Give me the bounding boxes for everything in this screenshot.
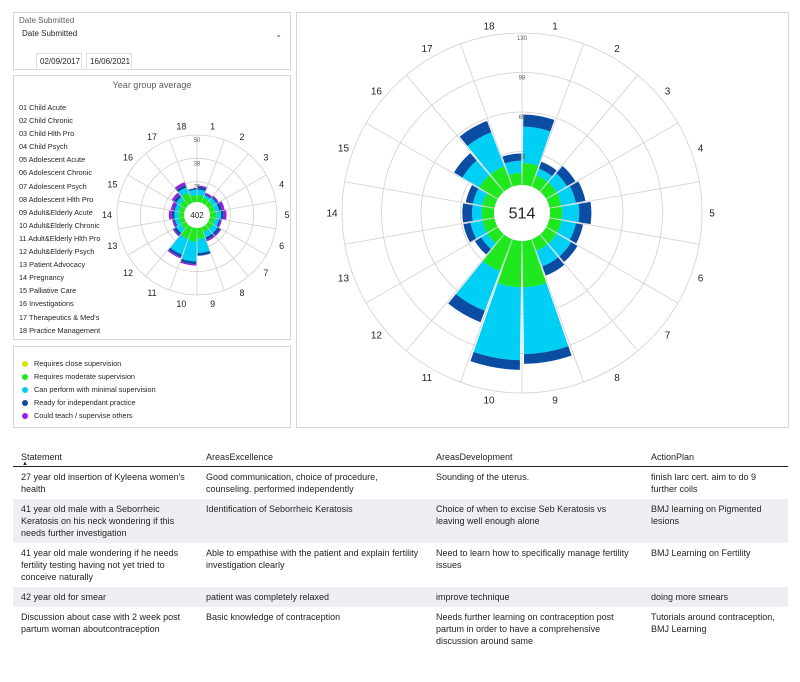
bar-segment-14-s2[interactable]	[472, 205, 482, 221]
area-item: 01 Child Acute	[19, 103, 67, 112]
area-item: 07 Adolescent Psych	[19, 181, 87, 191]
category-label: 15	[107, 179, 118, 190]
legend-dot-icon	[22, 374, 28, 380]
area-item: 04 Child Psych	[19, 142, 68, 152]
category-label: 10	[483, 395, 495, 407]
area-item: 14 Pregnancy	[19, 273, 65, 283]
legend-item[interactable]	[22, 383, 156, 396]
table-cell-areas-development: improve technique	[428, 587, 643, 607]
legend-label: Ready for independant practice	[34, 398, 136, 407]
table-cell-areas-excellence: Able to empathise with the patient and explain fertility investigation clearly	[198, 543, 428, 587]
category-label: 4	[279, 179, 285, 190]
area-item: 17 Therapeutics & Med's	[19, 312, 100, 322]
legend-label: Requires moderate supervision	[34, 372, 135, 381]
legend-dot-icon	[22, 413, 28, 419]
table-row[interactable]	[13, 607, 788, 651]
category-label: 4	[697, 143, 704, 155]
legend-card	[13, 346, 291, 428]
year-group-title: Year group average	[112, 80, 192, 90]
category-label: 2	[614, 43, 620, 55]
category-label: 11	[147, 288, 157, 299]
table-row[interactable]	[13, 467, 788, 500]
tick-label: 65	[518, 115, 526, 121]
area-item: 05 Adolescent Acute	[19, 155, 86, 165]
legend-label: Requires close supervision	[34, 359, 122, 368]
bar-segment-14-s2[interactable]	[174, 211, 178, 218]
category-label: 14	[326, 208, 338, 220]
column-header-label: Statement	[21, 452, 63, 462]
table-cell-statement: 27 year old insertion of Kyleena women's health	[13, 467, 198, 500]
category-label: 12	[123, 268, 134, 279]
legend-item[interactable]	[22, 409, 156, 422]
category-label: 5	[284, 210, 290, 221]
category-label: 7	[263, 268, 269, 279]
table-cell-areas-excellence: patient was completely relaxed	[198, 587, 428, 607]
column-header-areas-development[interactable]	[428, 446, 643, 467]
category-label: 17	[421, 43, 433, 55]
year-group-average-card	[13, 75, 291, 340]
date-field-dropdown[interactable]	[22, 29, 286, 47]
table-cell-areas-development: Needs further learning on contraception post partum in order to have a comprehensive discussion around same	[428, 607, 643, 651]
category-label: 18	[483, 21, 495, 33]
table-header-row	[13, 446, 788, 467]
dropdown-label: Date Submitted	[22, 29, 78, 38]
table-cell-statement: 41 year old male wondering if he needs fertility testing having not yet tried to conceive naturally	[13, 543, 198, 587]
bar-segment-9-s2[interactable]	[523, 283, 568, 354]
category-label: 14	[101, 210, 113, 221]
table-cell-statement: 42 year old for smear	[13, 587, 198, 607]
table-cell-action-plan: finish larc cert. aim to do 9 further coils	[643, 467, 788, 500]
start-date-input[interactable]: 02/09/2017	[36, 53, 82, 70]
bar-segment-5-s4[interactable]	[223, 210, 226, 219]
center-total-label: 402	[190, 210, 204, 220]
bar-segment-14-s3[interactable]	[172, 211, 175, 219]
table-row[interactable]	[13, 587, 788, 607]
area-item: 10 Adult&Elderly Chronic	[19, 220, 100, 230]
table-row[interactable]	[13, 543, 788, 587]
areas-list	[19, 101, 100, 337]
tick-label: 38	[193, 161, 201, 168]
column-header-label: ActionPlan	[651, 452, 695, 462]
column-header-label: AreasDevelopment	[436, 452, 513, 462]
table-cell-action-plan: BMJ Learning on Fertility	[643, 543, 788, 587]
bar-segment-5-s3[interactable]	[579, 202, 592, 224]
category-label: 2	[239, 132, 245, 143]
table-row[interactable]	[13, 499, 788, 543]
legend-dot-icon	[22, 400, 28, 406]
category-label: 3	[263, 152, 269, 163]
bar-segment-14-s3[interactable]	[462, 203, 472, 222]
category-label: 8	[614, 373, 620, 385]
area-item: 18 Practice Management	[19, 325, 101, 335]
reflections-table-card	[13, 446, 788, 670]
year-group-polar-chart[interactable]	[101, 94, 290, 314]
area-item: 03 Child Hlth Pro	[19, 129, 75, 139]
area-item: 13 Patient Advocacy	[19, 260, 86, 270]
category-label: 11	[421, 373, 433, 385]
individual-polar-chart[interactable]	[297, 13, 790, 429]
category-label: 9	[552, 395, 558, 407]
category-label: 1	[210, 121, 216, 132]
table-cell-areas-excellence: Basic knowledge of contraception	[198, 607, 428, 651]
category-label: 15	[337, 143, 350, 155]
area-item: 02 Child Chronic	[19, 116, 73, 126]
category-label: 16	[123, 152, 134, 163]
legend-label: Can perform with minimal supervision	[34, 385, 156, 394]
tick-label: 50	[193, 138, 201, 144]
table-cell-action-plan: Tutorials around contraception, BMJ Learning	[643, 607, 788, 651]
column-header-areas-excellence[interactable]	[198, 446, 428, 467]
table-cell-statement: Discussion about case with 2 week post partum woman aboutcontraception	[13, 607, 198, 651]
sort-ascending-icon[interactable]: ▲	[22, 461, 28, 467]
category-label: 5	[709, 208, 715, 220]
bar-segment-5-s2[interactable]	[217, 211, 221, 219]
category-label: 13	[107, 240, 118, 251]
tick-label: 130	[516, 36, 528, 42]
chevron-down-icon[interactable]: ⌄	[275, 30, 282, 39]
area-item: 15 Palliative Care	[19, 286, 77, 296]
column-header-action-plan[interactable]	[643, 446, 788, 467]
center-total-label: 514	[508, 205, 536, 223]
area-item: 08 Adolescent Hlth Pro	[19, 194, 94, 204]
table-cell-action-plan: doing more smears	[643, 587, 788, 607]
category-label: 17	[146, 132, 158, 143]
category-label: 13	[337, 273, 350, 285]
area-item: 16 Investigations	[19, 299, 74, 309]
table-cell-areas-development: Sounding of the uterus.	[428, 467, 643, 500]
reflections-table	[13, 446, 788, 651]
category-label: 6	[279, 240, 285, 251]
legend-dot-icon	[22, 387, 28, 393]
column-header-label: AreasExcellence	[206, 452, 274, 462]
table-cell-areas-excellence: Good communication, choice of procedure, counseling. performed independently	[198, 467, 428, 500]
table-cell-action-plan: BMJ learning on Pigmented lesions	[643, 499, 788, 543]
table-cell-statement: 41 year old male with a Seborrheic Keratosis on his neck wondering if this needs further investigation	[13, 499, 198, 543]
category-label: 10	[176, 298, 187, 309]
table-cell-areas-development: Choice of when to excise Seb Keratosis vs leaving well enough alone	[428, 499, 643, 543]
tick-label: 33	[518, 154, 526, 161]
area-item: 11 Adult&Elderly Hlth Pro	[19, 233, 101, 243]
category-label: 3	[664, 86, 671, 98]
individual-polar-chart-card	[296, 12, 789, 428]
column-header-statement[interactable]	[13, 446, 198, 467]
category-label: 8	[239, 288, 245, 299]
area-item: 12 Adult&Elderly Psych	[19, 247, 95, 257]
category-label: 1	[552, 21, 558, 33]
table-cell-areas-excellence: Identification of Seborrheic Keratosis	[198, 499, 428, 543]
bar-segment-5-s3[interactable]	[221, 211, 224, 220]
area-item: 06 Adolescent Chronic	[19, 168, 93, 178]
category-label: 18	[176, 121, 187, 132]
category-label: 16	[370, 86, 383, 98]
filter-title: Date Submitted	[19, 16, 75, 25]
bar-segment-14-s4[interactable]	[169, 210, 172, 219]
end-date-input[interactable]: 16/06/2021	[86, 53, 132, 70]
legend-label: Could teach / supervise others	[34, 411, 133, 420]
legend-item[interactable]	[22, 396, 156, 409]
legend	[22, 357, 156, 422]
date-filter-card	[13, 12, 291, 70]
category-label: 12	[370, 330, 383, 342]
legend-item[interactable]	[22, 370, 156, 383]
tick-label: 98	[518, 75, 526, 82]
table-cell-areas-development: Need to learn how to specifically manage fertility issues	[428, 543, 643, 587]
category-label: 6	[697, 273, 704, 285]
legend-dot-icon	[22, 361, 28, 367]
area-item: 09 Adult&Elderly Acute	[19, 207, 93, 217]
bar-segment-5-s2[interactable]	[562, 204, 580, 222]
category-label: 9	[210, 298, 216, 309]
legend-item[interactable]	[22, 357, 156, 370]
category-label: 7	[664, 330, 671, 342]
tick-label: 25	[193, 184, 201, 191]
